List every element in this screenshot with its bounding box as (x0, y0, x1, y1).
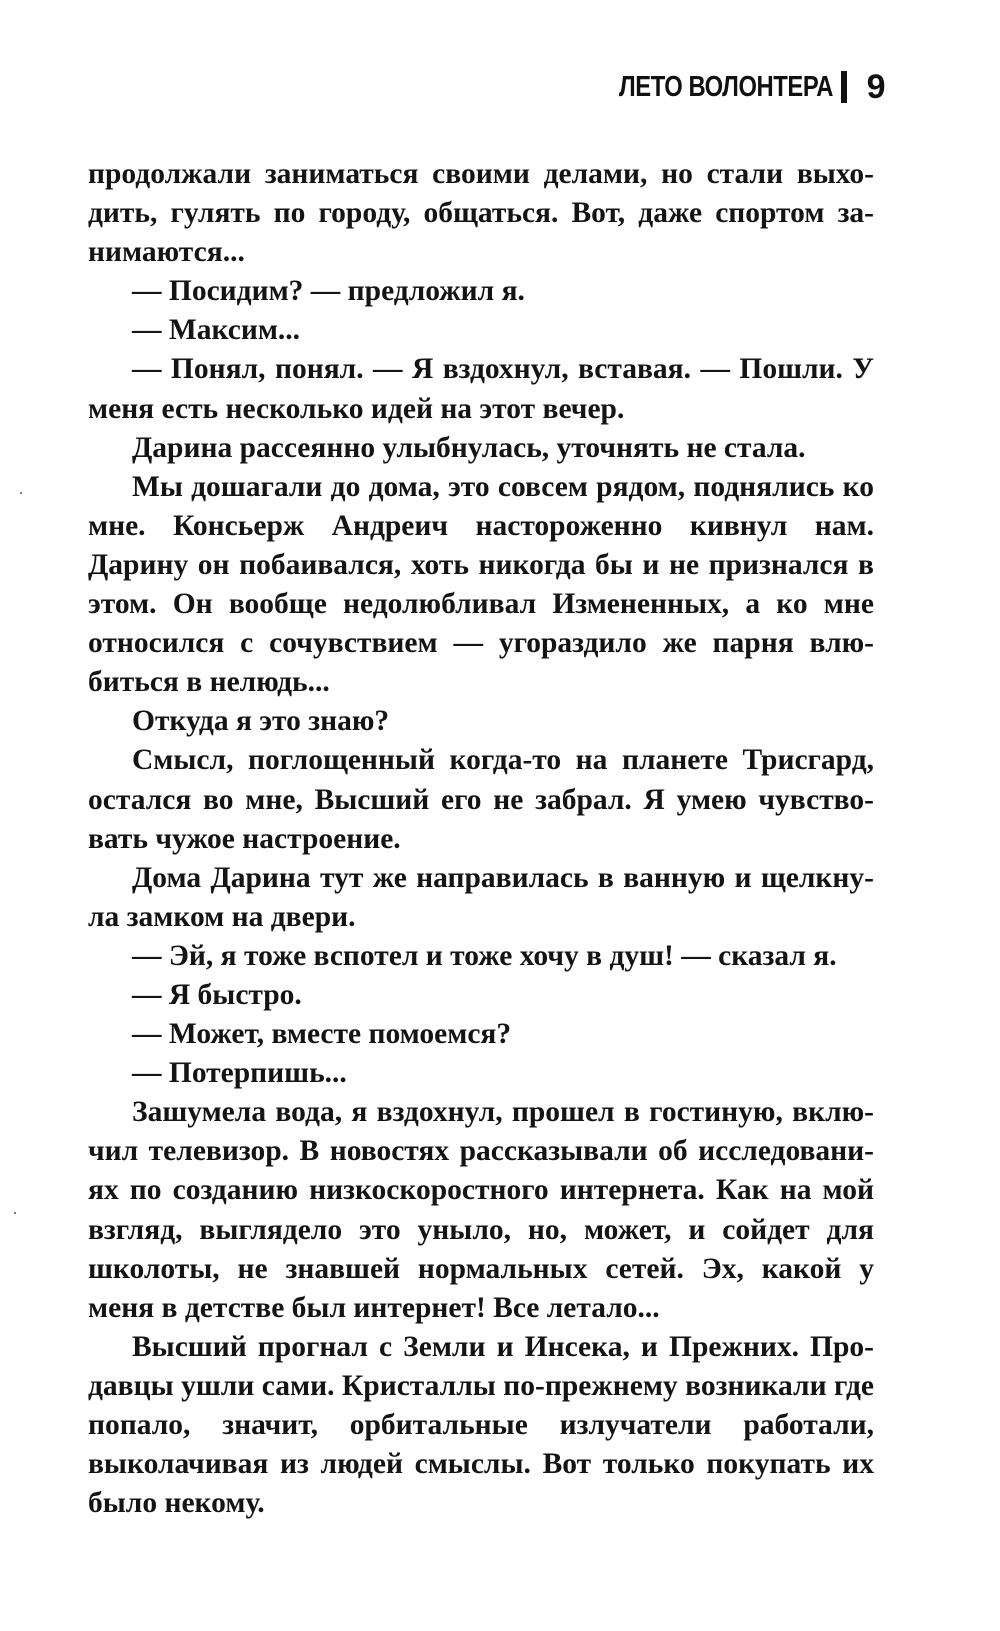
paragraph: — Я быстро. (132, 978, 302, 1011)
paragraph: — Максим... (132, 314, 301, 347)
paragraph: Дарина рассеянно улыбнулась, уточнять не стала. (132, 431, 806, 464)
scan-speck (20, 492, 22, 494)
paragraph: Дома Дарина тут же направилась в ванную и щелкнула замком на двери. (88, 861, 874, 933)
paragraph: Мы дошагали до дома, это совсем рядом, поднялись ко мне. Консьерж Андреич настороженно кивнул нам. Дарину он побаивался, хоть никогда бы и не признался в этом. Он вообще недолюбливал Измененных, а ко мне относился с сочувствием — угораздило же парня влюбиться в нелюдь... (88, 470, 874, 699)
scan-speck (14, 1212, 16, 1214)
body-text (88, 155, 874, 1523)
running-head (572, 62, 885, 112)
paragraph: — Эй, я тоже вспотел и тоже хочу в душ! — сказал я. (132, 939, 837, 972)
paragraph: — Потерпишь... (132, 1057, 347, 1090)
paragraph: продолжали заниматься своими делами, но стали выходить, гулять по городу, общаться. Вот, даже спортом занимаются... (88, 158, 874, 269)
book-title: ЛЕТО ВОЛОНТЕРА (618, 70, 833, 103)
paragraph: — Понял, понял. — Я вздохнул, вставая. — Пошли. У меня есть несколько идей на этот вечер. (88, 353, 874, 425)
paragraph: Откуда я это знаю? (132, 705, 390, 738)
paragraph: Смысл, поглощенный когда-то на планете Трисгард, остался во мне, Высший его не забрал. Я умею чувствовать чужое настроение. (88, 744, 874, 855)
header-separator (841, 71, 847, 103)
paragraph: — Посидим? — предложил я. (132, 275, 525, 308)
paragraph: Высший прогнал с Земли и Инсека, и Прежних. Продавцы ушли сами. Кристаллы по-прежнему возникали где попало, значит, орбитальные излучатели работали, выколачивая из людей смыслы. Вот только покупать их было некому. (88, 1330, 874, 1520)
paragraph: Зашумела вода, я вздохнул, прошел в гостиную, включил телевизор. В новостях рассказывали об исследованиях по созданию низкоскоростного интернета. Как на мой взгляд, выглядело это уныло, но, может, и сойдет для школоты, не знавшей нормальных сетей. Эх, какой у меня в детстве был интернет! Все летало... (88, 1096, 874, 1324)
page-number: 9 (866, 67, 885, 106)
paragraph: — Может, вместе помоемся? (132, 1018, 512, 1051)
